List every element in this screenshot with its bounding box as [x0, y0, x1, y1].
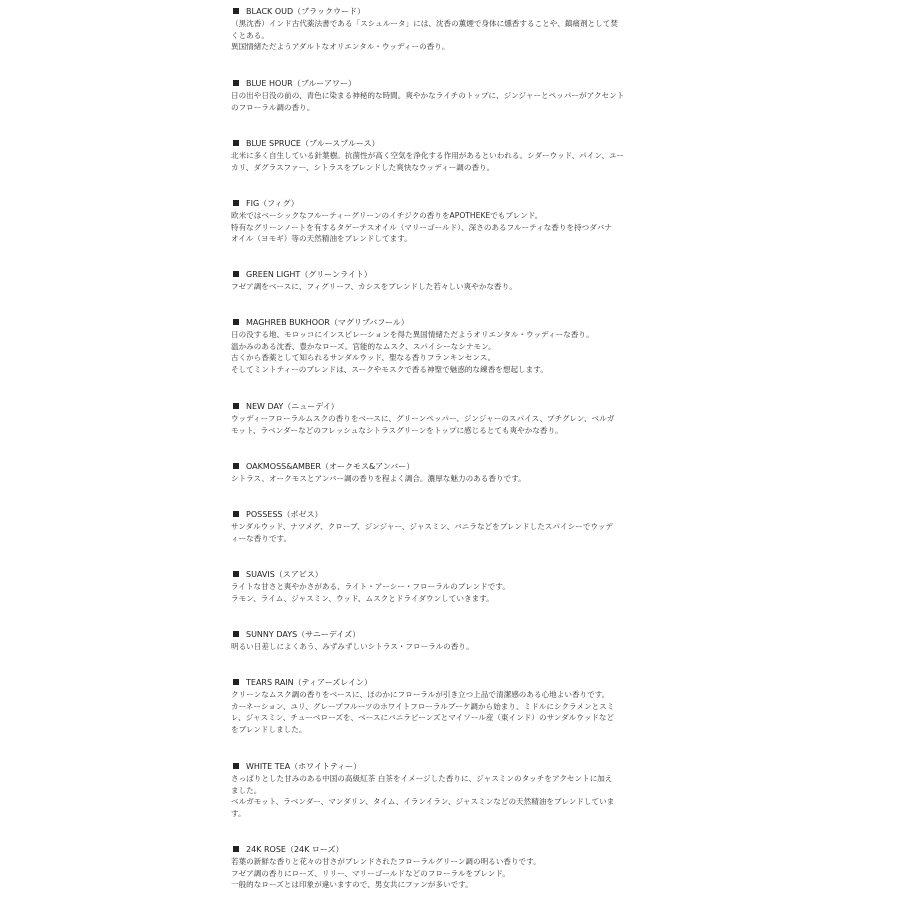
fragrance-heading — [231, 569, 671, 581]
fragrance-heading — [231, 317, 671, 329]
square-bullet-icon — [233, 511, 239, 517]
fragrance-entry-black-oud — [231, 6, 671, 53]
description-line: 特有なグリーンノートを有するタゲーテスオイル（マリーゴールド）、深さのあるフルーティな香りを持つダバナ — [231, 222, 612, 232]
fragrance-entry-new-day — [231, 401, 671, 436]
square-bullet-icon — [233, 679, 239, 685]
fragrance-heading — [231, 401, 671, 413]
square-bullet-icon — [233, 140, 239, 146]
fragrance-title: OAKMOSS&AMBER（オークモス&アンバー） — [246, 462, 415, 471]
square-bullet-icon — [233, 846, 239, 852]
description-line: シトラス、オークモスとアンバー調の香りを程よく調合。濃厚な魅力のある香りです。 — [231, 474, 526, 483]
fragrance-title: BLUE HOUR（ブルーアワー） — [246, 79, 357, 88]
description-line: 日の出や日没の前の、青色に染まる神秘的な時間。爽やかなライチのトップに、ジンジャーとペッパーがアクセント — [231, 91, 625, 100]
description-line: ました。 — [231, 785, 262, 795]
fragrance-title: WHITE TEA（ホワイトティー） — [246, 762, 362, 771]
fragrance-heading — [231, 844, 671, 856]
fragrance-entry-blue-spruce — [231, 138, 671, 173]
fragrance-entry-tears-rain — [231, 677, 671, 735]
fragrance-heading — [231, 677, 671, 689]
description-line: 北米に多く自生している針葉樹。抗菌性が高く空気を浄化する作用があるといわれる。シダーウッド、パイン、ユー — [231, 151, 625, 160]
fragrance-heading — [231, 6, 671, 18]
description-line: 欧米ではベーシックなフルーティーグリーンのイチジクの香りをAPOTHEKEでもブレンド。 — [231, 211, 543, 220]
fragrance-title: 24K ROSE（24K ローズ） — [246, 845, 344, 854]
description-line: ライトな甘さと爽やかさがある、ライト・アーシー・フローラルのブレンドです。 — [231, 582, 510, 591]
square-bullet-icon — [233, 631, 239, 637]
fragrance-title: SUAVIS（スアビス） — [246, 570, 323, 579]
square-bullet-icon — [233, 763, 239, 769]
description-line: す。 — [231, 808, 246, 818]
fragrance-heading — [231, 198, 671, 210]
square-bullet-icon — [233, 200, 239, 206]
fragrance-entry-oakmoss-amber — [231, 461, 671, 485]
description-line: モット、ラベンダーなどのフレッシュなシトラスグリーンをトップに感じるとても爽やかな香り。 — [231, 425, 563, 435]
description-line: フゼア調の香りにローズ、リリー、マリーゴールドなどのフローラルをブレンド。 — [231, 868, 510, 878]
description-line: 古くから香薬として知られるサンダルウッド、聖なる香りフランキンセンス。 — [231, 353, 496, 363]
description-line: ィーな香りです。 — [231, 533, 292, 543]
description-line: ラモン、ライム、ジャスミン、ウッド、ムスクとドライダウンしていきます。 — [231, 593, 494, 603]
description-line: （黒沈香）インド古代薬法書である「スシュルータ」には、沈香の薫煙で身体に燻香することや、鎮痛剤として焚 — [231, 19, 618, 28]
square-bullet-icon — [233, 80, 239, 86]
description-line: のフローラル調の香り。 — [231, 102, 315, 112]
description-line: くとある。 — [231, 30, 269, 40]
description-line: カリ、ダグラスファー、シトラスをブレンドした爽快なウッディー調の香り。 — [231, 162, 495, 172]
description-line: ウッディーフローラルムスクの香りをベースに、グリーンペッパー、ジンジャーのスパイス、プチグレン、ベルガ — [231, 414, 615, 423]
fragrance-entry-24k-rose — [231, 844, 671, 891]
fragrance-entry-possess — [231, 509, 671, 544]
fragrance-heading — [231, 78, 671, 90]
description-line: 温かみのある沈香、豊かなローズ。官能的なムスク、スパイシーなシナモン。 — [231, 341, 496, 351]
description-line: 明るい日差しによくあう、みずみずしいシトラス・フローラルの香り。 — [231, 642, 474, 651]
square-bullet-icon — [233, 403, 239, 409]
fragrance-entry-blue-hour — [231, 78, 671, 113]
fragrance-heading — [231, 269, 671, 281]
fragrance-entry-sunny-days — [231, 629, 671, 653]
fragrance-title: TEARS RAIN（ティアーズレイン） — [246, 678, 372, 687]
fragrance-entry-maghreb-bukhoor — [231, 317, 671, 375]
fragrance-title: MAGHREB BUKHOOR（マグリブバフール） — [246, 318, 409, 327]
fragrance-title: POSSESS（ポゼス） — [246, 510, 323, 519]
description-line: 一般的なローズとは印象が違いますので、男女共にファンが多いです。 — [231, 880, 473, 890]
description-line: フゼア調をベースに、フィグリーフ、カシスをブレンドした若々しい爽やかな香り。 — [231, 282, 517, 291]
fragrance-title: BLACK OUD（ブラックウード） — [246, 7, 365, 16]
fragrance-heading — [231, 629, 671, 641]
description-line: 若葉の新鮮な香りと花々の甘さがブレンドされたフローラルグリーン調の明るい香りです。 — [231, 857, 541, 866]
fragrance-heading — [231, 138, 671, 150]
fragrance-heading — [231, 761, 671, 773]
description-line: そしてミントティーのブレンドは、スークやモスクで香る神聖で魅惑的な練香を想起します。 — [231, 364, 548, 374]
description-line: 日の没する地、モロッコにインスピレーションを得た異国情緒ただようオリエンタル・ウッディーな香り。 — [231, 330, 594, 339]
fragrance-title: NEW DAY（ニューデイ） — [246, 402, 339, 411]
fragrance-heading — [231, 461, 671, 473]
fragrance-entry-fig — [231, 198, 671, 245]
fragrance-entry-white-tea — [231, 761, 671, 819]
description-line: クリーンなムスク調の香りをベースに、ほのかにフローラルが引き立つ上品で清潔感のある心地よい香りです。 — [231, 690, 610, 699]
fragrance-title: GREEN LIGHT（グリーンライト） — [246, 270, 372, 279]
description-line: サンダルウッド、ナツメグ、クローブ、ジンジャー、ジャスミン、バニラなどをブレンドしたスパイシーでウッデ — [231, 522, 613, 531]
square-bullet-icon — [233, 463, 239, 469]
fragrance-heading — [231, 509, 671, 521]
square-bullet-icon — [233, 571, 239, 577]
description-line: オイル（ヨモギ）等の天然精油をブレンドしてます。 — [231, 234, 412, 244]
fragrance-title: SUNNY DAYS（サニーデイズ） — [246, 630, 361, 639]
square-bullet-icon — [233, 271, 239, 277]
fragrance-entry-suavis — [231, 569, 671, 604]
fragrance-title: FIG（フィグ） — [246, 199, 299, 208]
fragrance-entry-green-light — [231, 269, 671, 293]
square-bullet-icon — [233, 319, 239, 325]
description-line: カーネーション、ユリ、グレープフルーツのホワイトフローラルブーケ調から始まり、ミドルにシクラメンとスミ — [231, 701, 615, 711]
description-line: レ、ジャスミン、チューベローズを、ベースにバニラビーンズとマイソール産（東インド）のサンダルウッドなど — [231, 713, 615, 723]
description-line: ベルガモット、ラベンダー、マンダリン、タイム、イランイラン、ジャスミンなどの天然精油をブレンドしていま — [231, 797, 615, 807]
fragrance-title: BLUE SPRUCE（ブルースプルース） — [246, 139, 380, 148]
description-line: さっぱりとした甘みのある中国の高級紅茶 白茶をイメージした香りに、ジャスミンのタッチをアクセントに加え — [231, 774, 613, 783]
square-bullet-icon — [233, 8, 239, 14]
description-line: をブレンドしました。 — [231, 724, 307, 734]
description-line: 異国情緒ただようアダルトなオリエンタル・ウッディーの香り。 — [231, 42, 450, 52]
